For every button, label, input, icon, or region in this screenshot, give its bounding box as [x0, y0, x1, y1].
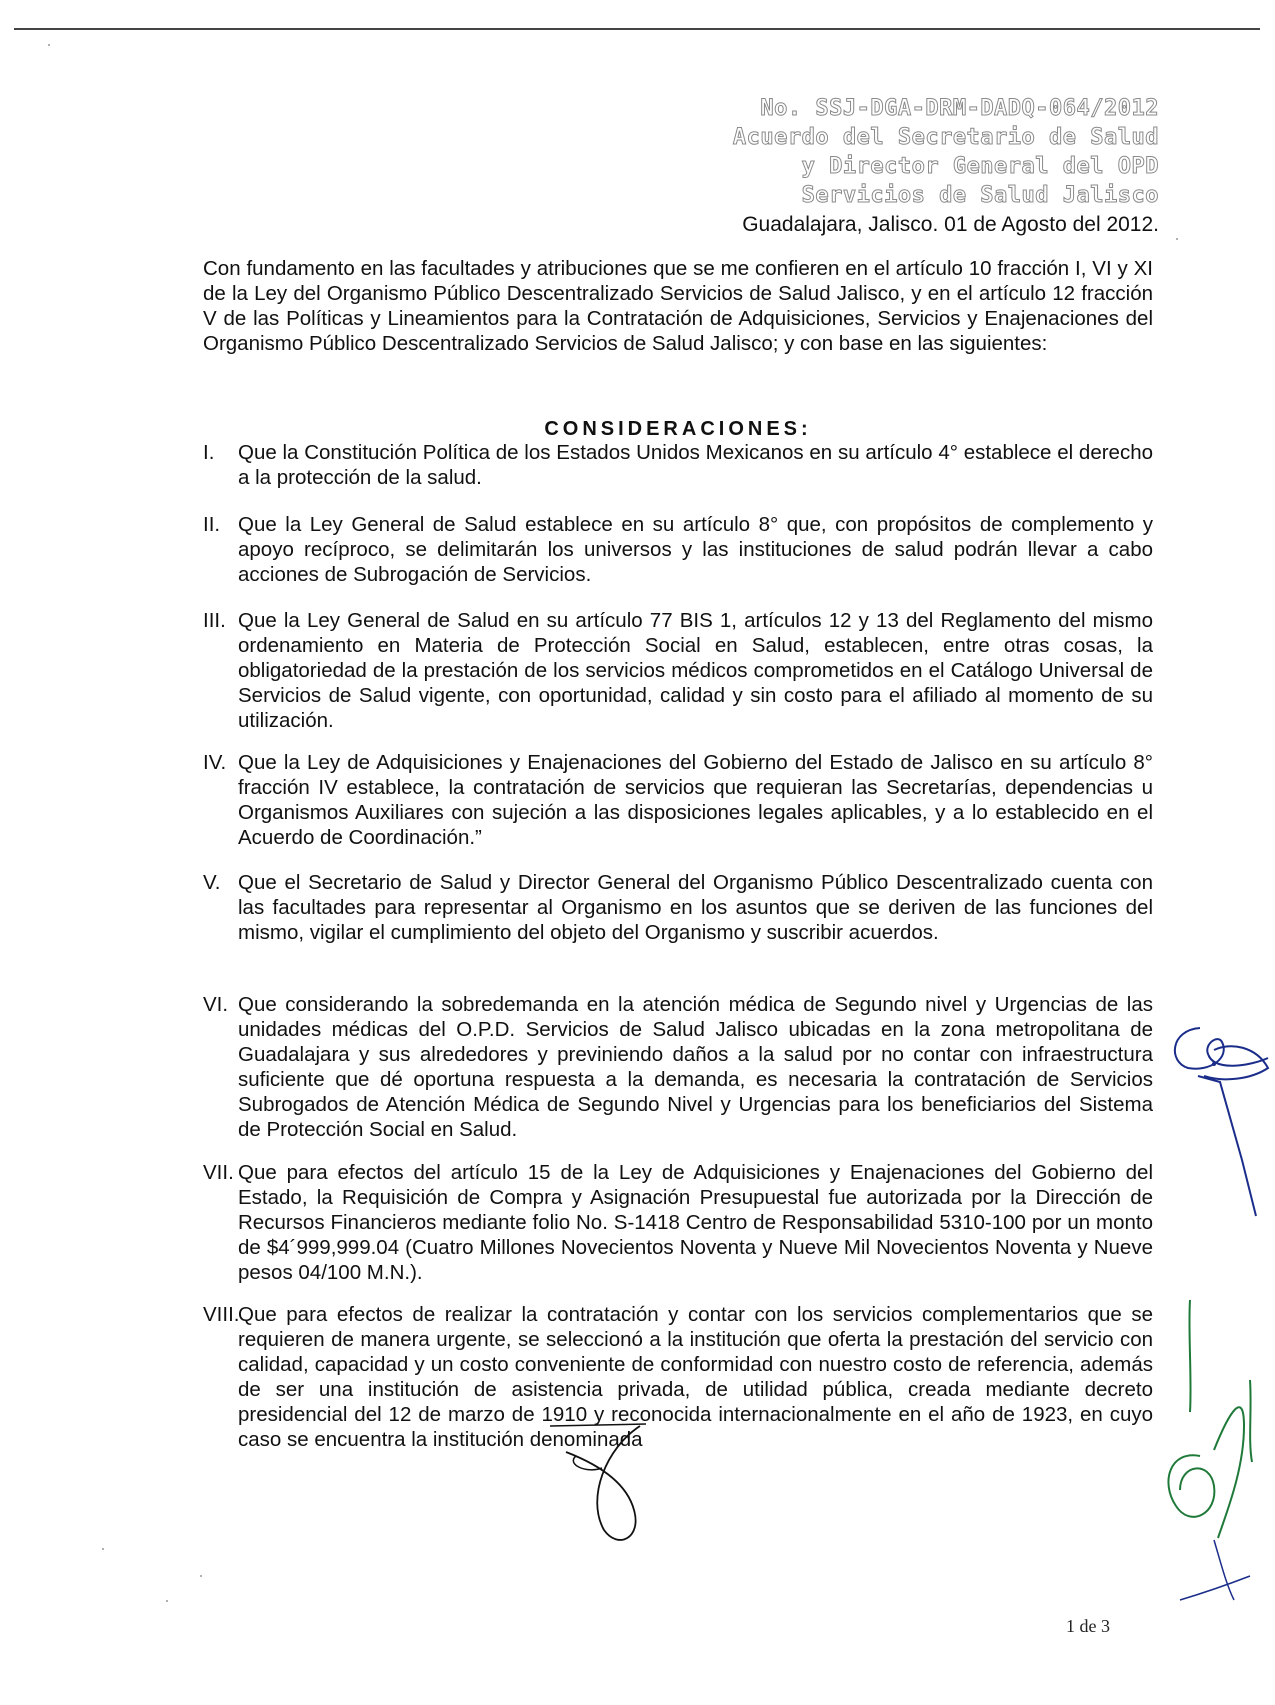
- consideration-text: Que el Secretario de Salud y Director General del Organismo Público Descentralizado cuenta con las facultades para representar al Organismo en los asuntos que se deriven de las funciones del mismo, vigilar el cumplimiento del objeto del Organismo y suscribir acuerdos.: [238, 871, 1153, 944]
- scan-speck: [1176, 238, 1178, 240]
- document-header: [733, 94, 1159, 240]
- consideration-number: IV.: [203, 751, 227, 774]
- page-number: 1 de 3: [1066, 1616, 1110, 1636]
- intro-paragraph: Con fundamento en las facultades y atribuciones que se me confieren en el artículo 10 fracción I, VI y XI de la Ley del Organismo Público Descentralizado Servicios de Salud Jalisco, y en el artículo 12 fracción V de las Políticas y Lineamientos para la Contratación de Adquisiciones, Servicios y Enajenaciones del Organismo Público Descentralizado Servicios de Salud Jalisco; y con base en las siguientes:: [203, 257, 1153, 355]
- consideration-number: V.: [203, 871, 221, 894]
- header-line-4: Servicios de Salud Jalisco: [801, 183, 1159, 208]
- consideration-5: [203, 870, 1153, 945]
- consideration-number: VIII.: [203, 1303, 240, 1326]
- consideration-2: [203, 512, 1153, 587]
- consideration-3: [203, 608, 1153, 733]
- consideration-number: VII.: [203, 1161, 234, 1184]
- consideration-1: [203, 440, 1153, 490]
- consideration-text: Que la Ley General de Salud establece en su artículo 8° que, con propósitos de complemento y apoyo recíproco, se delimitarán los universos y las instituciones de salud podrán llevar a cabo acciones de Subrogación de Servicios.: [238, 513, 1153, 586]
- scan-speck: [102, 1548, 104, 1550]
- consideration-text: Que la Constitución Política de los Estados Unidos Mexicanos en su artículo 4° establece el derecho a la protección de la salud.: [238, 441, 1153, 489]
- consideration-7: [203, 1160, 1153, 1285]
- document-number: No. SSJ-DGA-DRM-DADQ-064/2012: [760, 96, 1159, 121]
- consideration-number: I.: [203, 441, 215, 464]
- header-line-2: Acuerdo del Secretario de Salud: [732, 125, 1159, 150]
- consideration-number: III.: [203, 609, 226, 632]
- green-signature: [1140, 1300, 1275, 1630]
- scan-speck: [48, 44, 50, 46]
- consideration-6: [203, 992, 1153, 1142]
- consideration-text: Que para efectos del artículo 15 de la Ley de Adquisiciones y Enajenaciones del Gobierno del Estado, la Requisición de Compra y Asignación Presupuestal fue autorizada por la Dirección de Recursos Financieros mediante folio No. S-1418 Centro de Responsabilidad 5310-100 por un monto de $4´999,999.04 (Cuatro Millones Novecientos Noventa y Nueve Mil Novecientos Noventa y Nueve pesos 04/100 M.N.).: [238, 1161, 1153, 1284]
- scan-speck: [200, 1575, 202, 1577]
- section-title: CONSIDERACIONES:: [544, 418, 812, 440]
- consideration-4: [203, 750, 1153, 850]
- consideration-text: Que para efectos de realizar la contratación y contar con los servicios complementarios que se requieren de manera urgente, se seleccionó a la institución que oferta la prestación del servicio con calidad, capacidad y un costo conveniente de conformidad con nuestro costo de referencia, además de ser una institución de asistencia privada, de utilidad pública, creada mediante decreto presidencial del 12 de marzo de 1910 y reconocida internacionalmente en el año de 1923, en cuyo caso se encuentra la institución denominada: [238, 1303, 1153, 1451]
- top-rule: [14, 28, 1260, 30]
- header-line-3: y Director General del OPD: [801, 154, 1159, 179]
- scan-speck: [166, 1600, 168, 1602]
- consideration-8: [203, 1302, 1153, 1452]
- consideration-text: Que la Ley de Adquisiciones y Enajenaciones del Gobierno del Estado de Jalisco en su artículo 8° fracción IV establece, la contratación de servicios que requieran las Secretarías, dependencias u Organismos Auxiliares con sujeción a las disposiciones legales aplicables, y a lo establecido en el Acuerdo de Coordinación.”: [238, 751, 1153, 849]
- consideration-number: II.: [203, 513, 221, 536]
- blue-initials-signature: [1160, 1020, 1275, 1240]
- consideration-number: VI.: [203, 993, 229, 1016]
- consideration-text: Que considerando la sobredemanda en la atención médica de Segundo nivel y Urgencias de las unidades médicas del O.P.D. Servicios de Salud Jalisco ubicadas en la zona metropolitana de Guadalajara y sus alrededores y previniendo daños a la salud por no contar con infraestructura suficiente que dé oportuna respuesta a la demanda, es necesaria la contratación de Servicios Subrogados de Atención Médica de Segundo Nivel y Urgencias para los beneficiarios del Sistema de Protección Social en Salud.: [238, 993, 1153, 1141]
- place-date: Guadalajara, Jalisco. 01 de Agosto del 2012.: [742, 213, 1159, 236]
- consideration-text: Que la Ley General de Salud en su artículo 77 BIS 1, artículos 12 y 13 del Reglamento del mismo ordenamiento en Materia de Protección Social en Salud, establecen, entre otras cosas, la obligatoriedad de la prestación de los servicios médicos comprometidos en el Catálogo Universal de Servicios de Salud vigente, con oportunidad, calidad y sin costo para el afiliado al momento de su utilización.: [238, 609, 1153, 732]
